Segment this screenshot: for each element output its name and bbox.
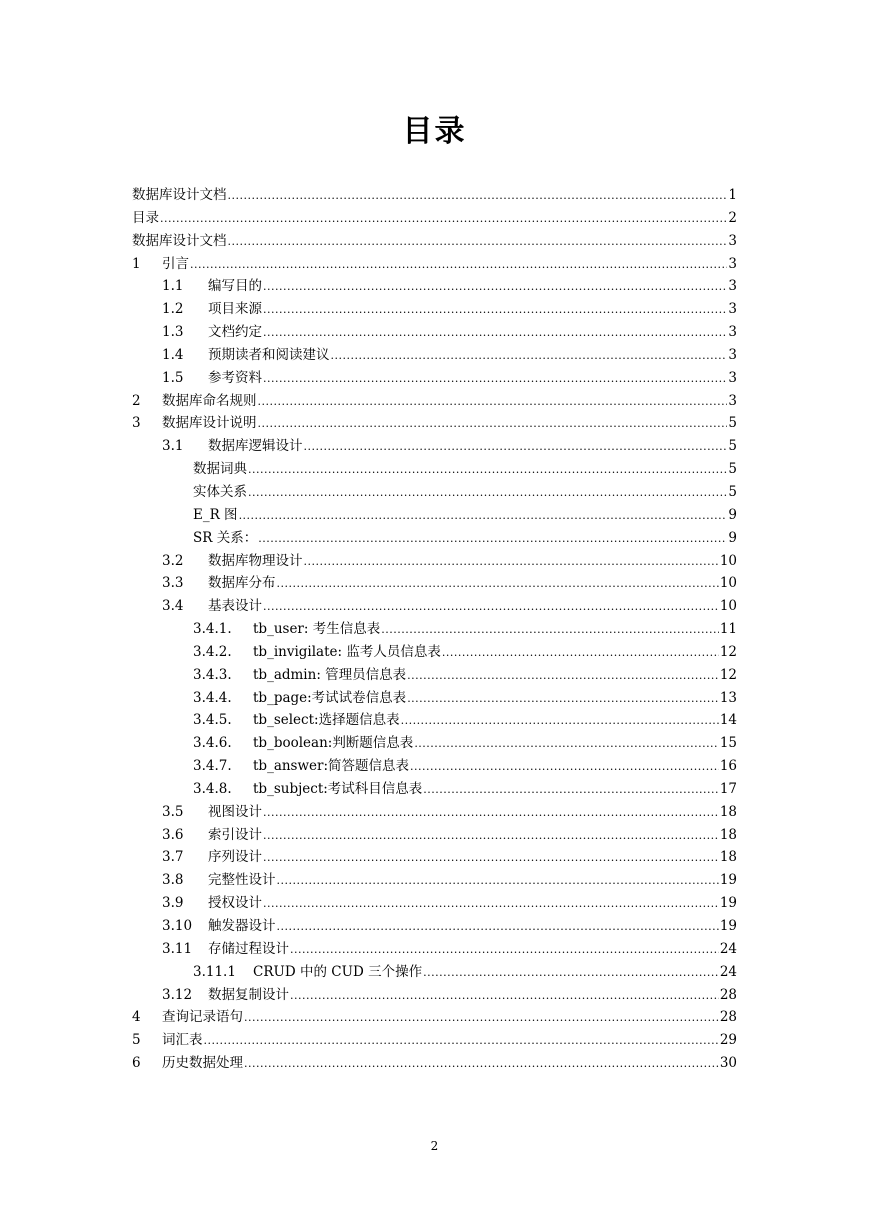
toc-entry-page: 18 (719, 849, 737, 866)
toc-dot-leader (258, 391, 728, 414)
toc-entry[interactable] (132, 938, 737, 961)
toc-entry[interactable] (132, 550, 737, 573)
toc-entry[interactable] (132, 961, 737, 984)
toc-entry-number: 4 (132, 1009, 141, 1026)
toc-entry-title: 数据库分布 (208, 575, 276, 592)
toc-entry[interactable] (132, 641, 737, 664)
toc-dot-leader (258, 413, 728, 436)
toc-entry-page: 11 (719, 621, 737, 638)
toc-dot-leader (290, 985, 719, 1008)
toc-entry-title: 数据词典 (193, 461, 247, 478)
toc-entry[interactable] (132, 687, 737, 710)
toc-entry-number: 3.4.4. (193, 689, 232, 706)
toc-entry-number: 3.4.1. (193, 621, 232, 638)
toc-entry[interactable] (132, 412, 737, 435)
toc-dot-leader (410, 756, 719, 779)
toc-entry-page: 28 (719, 1009, 737, 1026)
toc-entry-title: 参考资料 (208, 369, 262, 386)
toc-entry-page: 3 (728, 324, 737, 341)
toc-entry-title: tb_user: 考生信息表 (253, 621, 381, 638)
toc-entry-number: 3.11 (162, 940, 193, 957)
toc-entry-title: tb_select:选择题信息表 (253, 712, 400, 729)
toc-dot-leader (423, 779, 719, 802)
toc-entry-title: 预期读者和阅读建议 (208, 346, 330, 363)
toc-entry-title: tb_page:考试试卷信息表 (253, 689, 407, 706)
toc-entry-number: 3.5 (162, 803, 184, 820)
toc-entry-page: 19 (719, 895, 737, 912)
toc-dot-leader (407, 688, 719, 711)
toc-entry-title: SR 关系： (193, 529, 258, 546)
toc-entry[interactable] (132, 207, 737, 230)
toc-entry-number: 6 (132, 1055, 141, 1072)
toc-entry-number: 3.4.8. (193, 780, 232, 797)
toc-entry[interactable] (132, 755, 737, 778)
toc-dot-leader (204, 1030, 719, 1053)
toc-dot-leader (263, 276, 727, 299)
toc-entry-page: 1 (728, 187, 737, 203)
toc-dot-leader (248, 459, 727, 482)
toc-entry-number: 3 (132, 415, 141, 432)
toc-dot-leader (263, 596, 719, 619)
toc-entry-page: 3 (728, 255, 737, 272)
toc-entry-title: 索引设计 (208, 826, 262, 843)
toc-dot-leader (304, 436, 728, 459)
toc-entry-number: 2 (132, 392, 141, 409)
toc-entry[interactable] (132, 298, 737, 321)
toc-entry-title: 实体关系 (193, 483, 247, 500)
toc-entry-page: 2 (728, 209, 737, 226)
toc-entry-title: E_R 图 (193, 506, 238, 523)
toc-entry[interactable] (132, 504, 737, 527)
toc-entry-number: 1.3 (162, 324, 184, 341)
toc-entry-page: 5 (728, 438, 737, 455)
toc-entry-title: 基表设计 (208, 598, 262, 615)
toc-dot-leader (258, 528, 727, 551)
toc-entry-number: 1 (132, 255, 141, 272)
toc-dot-leader (423, 962, 719, 985)
toc-entry-title: 文档约定 (208, 324, 262, 341)
toc-entry-title: 词汇表 (162, 1032, 203, 1049)
toc-entry-page: 5 (728, 415, 737, 432)
toc-entry[interactable] (132, 230, 737, 253)
toc-entry-number: 3.10 (162, 918, 193, 934)
toc-entry-page: 10 (719, 598, 737, 615)
toc-dot-leader (190, 254, 727, 277)
toc-entry-page: 3 (728, 369, 737, 386)
toc-entry-page: 3 (728, 392, 737, 409)
toc-entry[interactable] (132, 344, 737, 367)
toc-entry-page: 24 (719, 963, 737, 980)
toc-entry[interactable] (132, 618, 737, 641)
toc-entry-number: 3.7 (162, 849, 184, 866)
toc-entry[interactable] (132, 709, 737, 732)
toc-entry[interactable] (132, 367, 737, 390)
toc-entry-page: 18 (719, 803, 737, 820)
toc-entry[interactable] (132, 527, 737, 550)
toc-entry-page: 19 (719, 872, 737, 889)
toc-dot-leader (401, 710, 719, 733)
toc-entry-title: 授权设计 (208, 895, 262, 912)
toc-entry-number: 3.1 (162, 438, 184, 455)
toc-entry-page: 13 (719, 689, 737, 706)
toc-dot-leader (228, 185, 728, 208)
toc-entry-page: 3 (728, 278, 737, 295)
toc-entry-number: 1.1 (162, 278, 184, 295)
toc-entry-page: 5 (728, 461, 737, 478)
toc-dot-leader (248, 482, 727, 505)
toc-entry-page: 24 (719, 940, 737, 957)
toc-entry[interactable] (132, 824, 737, 847)
toc-entry-title: tb_subject:考试科目信息表 (253, 780, 423, 797)
toc-entry-page: 17 (719, 780, 737, 797)
toc-dot-leader (263, 802, 719, 825)
toc-entry-number: 3.4.5. (193, 712, 232, 729)
toc-entry-title: tb_invigilate: 监考人员信息表 (253, 643, 441, 660)
toc-entry-number: 1.5 (162, 369, 184, 386)
toc-entry[interactable] (132, 732, 737, 755)
toc-dot-leader (239, 505, 728, 528)
toc-entry[interactable] (132, 915, 737, 938)
toc-entry-number: 3.11.1 (193, 963, 236, 980)
toc-entry[interactable] (132, 184, 737, 207)
toc-entry[interactable] (132, 390, 737, 413)
toc-entry-page: 3 (728, 346, 737, 363)
toc-entry-page: 12 (719, 666, 737, 683)
toc-dot-leader (244, 1007, 719, 1030)
toc-entry-page: 10 (719, 575, 737, 592)
toc-entry-title: 数据库命名规则 (162, 392, 257, 409)
toc-entry-number: 5 (132, 1032, 141, 1049)
toc-dot-leader (263, 847, 719, 870)
toc-entry-title: CRUD 中的 CUD 三个操作 (253, 963, 423, 980)
toc-entry[interactable] (132, 435, 737, 458)
toc-entry-number: 3.8 (162, 872, 184, 889)
toc-entry[interactable] (132, 458, 737, 481)
toc-entry-page: 5 (728, 483, 737, 500)
toc-entry-title: 引言 (162, 255, 189, 272)
toc-entry-page: 3 (728, 232, 737, 249)
toc-entry-title: 完整性设计 (208, 872, 276, 889)
toc-entry-page: 12 (719, 643, 737, 660)
toc-entry-page: 16 (719, 758, 737, 775)
toc-dot-leader (228, 231, 728, 254)
toc-dot-leader (442, 642, 719, 665)
toc-entry-number: 3.4.6. (193, 735, 232, 752)
toc-entry-page: 18 (719, 826, 737, 843)
toc-entry[interactable] (132, 984, 737, 1007)
toc-entry-title: tb_answer:简答题信息表 (253, 758, 410, 775)
toc-entry-title: 编写目的 (208, 278, 262, 295)
toc-entry[interactable] (132, 321, 737, 344)
toc-entry[interactable] (132, 572, 737, 595)
toc-entry-number: 3.4.7. (193, 758, 232, 775)
toc-entry[interactable] (132, 595, 737, 618)
toc-dot-leader (277, 573, 719, 596)
toc-entry-title: 查询记录语句 (162, 1009, 243, 1026)
toc-entry-page: 14 (719, 712, 737, 729)
toc-entry[interactable] (132, 846, 737, 869)
toc-entry-page: 10 (719, 552, 737, 569)
toc-entry[interactable] (132, 1052, 737, 1075)
toc-entry-title: 视图设计 (208, 803, 262, 820)
toc-entry-title: 触发器设计 (208, 918, 276, 934)
toc-entry-number: 1.4 (162, 346, 184, 363)
toc-dot-leader (244, 1053, 719, 1076)
toc-entry-title: 项目来源 (208, 301, 262, 318)
page-title: 目录 (402, 114, 467, 149)
toc-entry-title: 数据库设计文档 (132, 232, 227, 249)
toc-entry-page: 9 (728, 529, 737, 546)
toc-entry[interactable] (132, 1006, 737, 1029)
toc-entry-page: 29 (719, 1032, 737, 1049)
toc-entry-number: 3.3 (162, 575, 184, 592)
toc-entry-page: 15 (719, 735, 737, 752)
toc-entry[interactable] (132, 481, 737, 504)
toc-entry-title: 数据库设计文档 (132, 187, 227, 203)
toc-dot-leader (407, 665, 719, 688)
toc-entry-title: 目录 (132, 209, 159, 226)
toc-entry-title: 数据库逻辑设计 (208, 438, 303, 455)
toc-dot-leader (263, 825, 719, 848)
toc-entry-number: 3.4 (162, 598, 184, 615)
toc-dot-leader (263, 368, 727, 391)
toc-entry-title: 历史数据处理 (162, 1055, 243, 1072)
toc-dot-leader (331, 345, 728, 368)
toc-dot-leader (263, 299, 727, 322)
toc-entry-number: 1.2 (162, 301, 184, 318)
toc-entry[interactable] (132, 664, 737, 687)
toc-dot-leader (290, 939, 719, 962)
toc-dot-leader (414, 733, 719, 756)
toc-entry-number: 3.2 (162, 552, 184, 569)
toc-dot-leader (304, 551, 719, 574)
toc-dot-leader (277, 870, 719, 893)
toc-dot-leader (263, 322, 727, 345)
toc-entry[interactable] (132, 1029, 737, 1052)
toc-dot-leader (263, 893, 719, 916)
toc-dot-leader (381, 619, 719, 642)
toc-dot-leader (160, 208, 727, 231)
toc-entry-page: 19 (719, 918, 737, 934)
page-number: 2 (430, 1139, 439, 1153)
toc-entry[interactable] (132, 869, 737, 892)
table-of-contents (132, 184, 737, 1075)
toc-entry-title: 数据复制设计 (208, 986, 289, 1003)
toc-entry-page: 28 (719, 986, 737, 1003)
toc-entry[interactable] (132, 275, 737, 298)
toc-entry[interactable] (132, 892, 737, 915)
toc-entry-page: 9 (728, 506, 737, 523)
toc-entry-title: 存储过程设计 (208, 940, 289, 957)
toc-entry-number: 3.4.3. (193, 666, 232, 683)
toc-entry-number: 3.6 (162, 826, 184, 843)
toc-entry-title: tb_boolean:判断题信息表 (253, 735, 414, 752)
toc-entry[interactable] (132, 253, 737, 276)
toc-entry-page: 30 (719, 1055, 737, 1072)
toc-entry-number: 3.12 (162, 986, 193, 1003)
toc-entry[interactable] (132, 778, 737, 801)
toc-entry-number: 3.9 (162, 895, 184, 912)
toc-entry-title: tb_admin: 管理员信息表 (253, 666, 407, 683)
toc-entry-number: 3.4.2. (193, 643, 232, 660)
toc-entry-title: 序列设计 (208, 849, 262, 866)
toc-entry-title: 数据库设计说明 (162, 415, 257, 432)
toc-entry[interactable] (132, 801, 737, 824)
toc-entry-title: 数据库物理设计 (208, 552, 303, 569)
toc-dot-leader (277, 916, 719, 939)
toc-entry-page: 3 (728, 301, 737, 318)
